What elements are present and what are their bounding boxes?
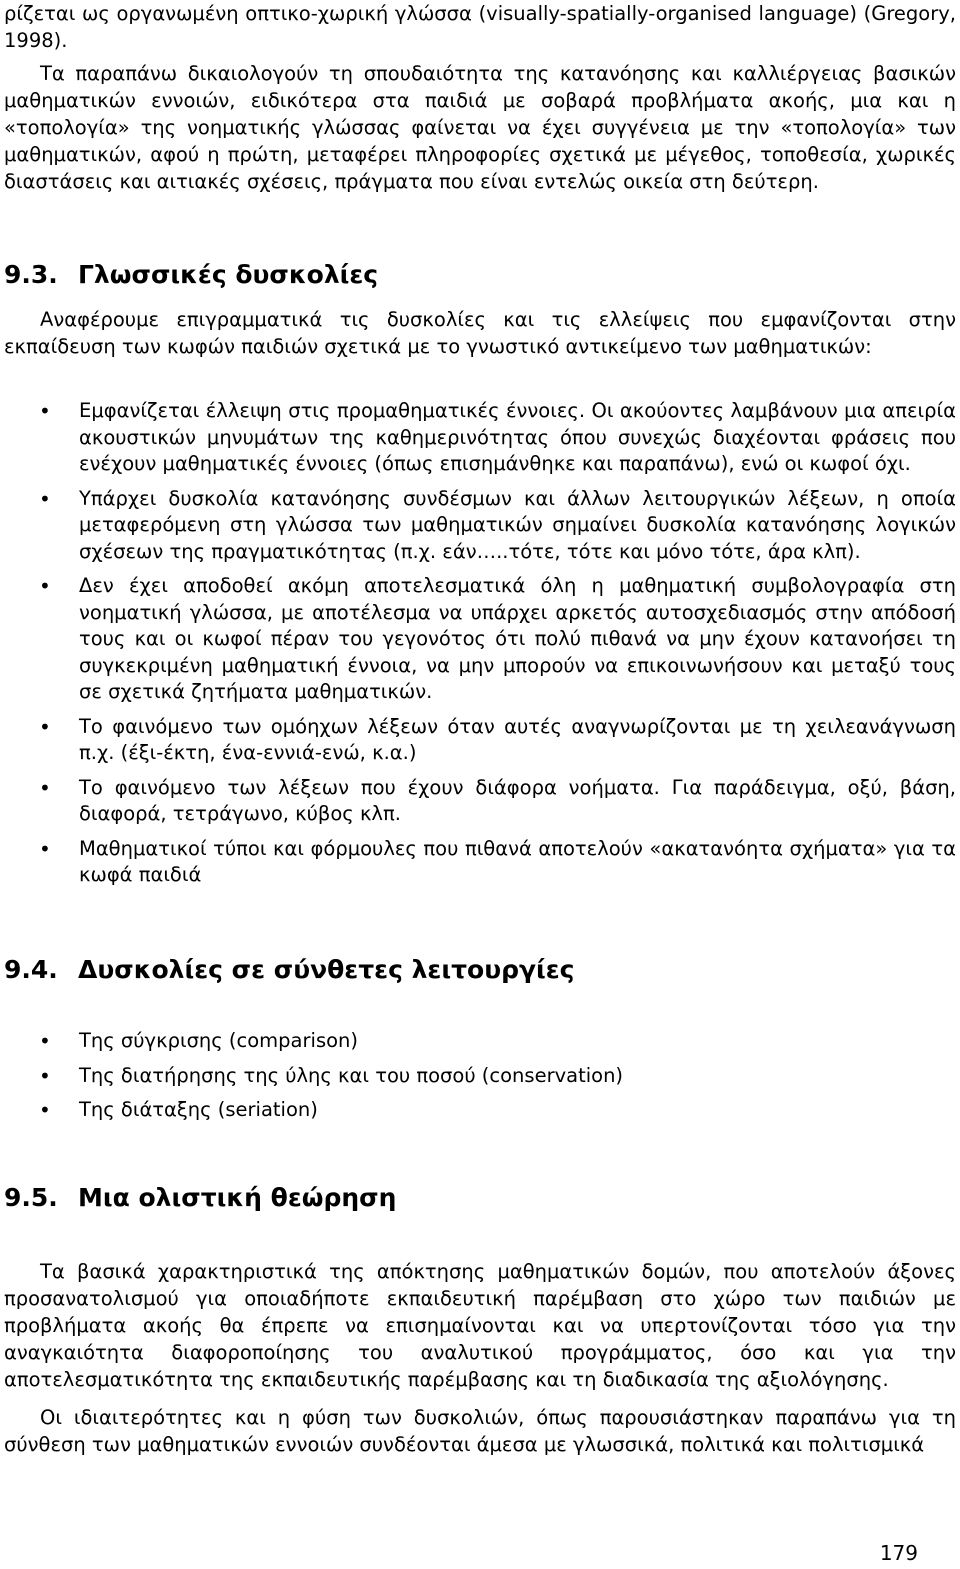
list-item: • Εμφανίζεται έλλειψη στις προμαθηματικές έννοιες. Οι ακούοντες λαμβάνουν μια απειρία ακουστικών μηνυμάτων της καθημερινότητας όπου συνεχώς διαχέονται φράσεις που ενέχουν μαθηματικές έννοιες (όπως επισημάνθηκε και παραπάνω), ενώ οι κωφοί όχι.: [0, 398, 956, 478]
holistic-paragraph-1: Τα βασικά χαρακτηριστικά της απόκτησης μαθηματικών δομών, που αποτελούν άξονες προσανατολισμού για οποιαδήποτε εκπαιδευτική παρέμβαση στο χώρο των παιδιών με προβλήματα ακοής θα έπρεπε να επισημαίνονται και να υπερτονίζονται τόσο για την αναγκαιότητα διαφοροποίησης του αναλυτικού προγράμματος, όσο και για την αποτελεσματικότητα της εκπαιδευτικής παρέμβασης και τη διαδικασία της αξιολόγησης.: [4, 1260, 956, 1391]
section-title: Δυσκολίες σε σύνθετες λειτουργίες: [78, 955, 575, 984]
intro-paragraph: ρίζεται ως οργανωμένη οπτικο-χωρική γλώσσα (visually-spatially-organised language) (Gregory, 1998).: [4, 2, 956, 52]
list-item: • Το φαινόμενο των λέξεων που έχουν διάφορα νοήματα. Για παράδειγμα, οξύ, βάση, διαφορά, τετράγωνο, κύβος κλπ.: [0, 775, 956, 828]
section-heading-9-5: [4, 1183, 396, 1212]
complex-functions-list: [0, 1028, 956, 1124]
holistic-paragraph-2: Οι ιδιαιτερότητες και η φύση των δυσκολιών, όπως παρουσιάστηκαν παραπάνω για τη σύνθεση των μαθηματικών εννοιών συνδέονται άμεσα με γλωσσικά, πολιτικά και πολιτισμικά: [4, 1406, 956, 1456]
list-item: • Μαθηματικοί τύποι και φόρμουλες που πιθανά αποτελούν «ακατανόητα σχήματα» για τα κωφά παιδιά: [0, 836, 956, 889]
list-item: • Δεν έχει αποδοθεί ακόμη αποτελεσματικά όλη η μαθηματική συμβολογραφία στη νοηματική γλώσσα, με αποτέλεσμα να υπάρχει αρκετός αυτοσχεδιασμός στην απόδοσή τους και οι κωφοί πέραν του γεγονότος ότι πολύ πιθανά να μην έχουν κατανοήσει τη συγκεκριμένη μαθηματική έννοια, να μην μπορούν να επικοινωνήσουν και μεταξύ τους σε σχετικά ζητήματα μαθηματικών.: [0, 573, 956, 706]
difficulties-list: [0, 398, 956, 889]
section-9-3-intro: Αναφέρουμε επιγραμματικά τις δυσκολίες και τις ελλείψεις που εμφανίζονται στην εκπαίδευση των κωφών παιδιών σχετικά με το γνωστικό αντικείμενο των μαθηματικών:: [4, 308, 956, 358]
section-heading-9-3: [4, 260, 378, 289]
section-number: 9.5.: [4, 1183, 58, 1212]
list-item: • Της σύγκρισης (comparison): [0, 1028, 956, 1055]
list-item: • Της διάταξης (seriation): [0, 1097, 956, 1124]
section-title: Γλωσσικές δυσκολίες: [78, 260, 379, 289]
list-item: • Της διατήρησης της ύλης και του ποσού (conservation): [0, 1063, 956, 1090]
section-number: 9.3.: [4, 260, 58, 289]
topology-paragraph: Τα παραπάνω δικαιολογούν τη σπουδαιότητα της κατανόησης και καλλιέργειας βασικών μαθηματικών εννοιών, ειδικότερα στα παιδιά με σοβαρά προβλήματα ακοής, μια και η «τοπολογία» της νοηματικής γλώσσας φαίνεται να έχει συγγένεια με την «τοπολογία» των μαθηματικών, αφού η πρώτη, μεταφέρει πληροφορίες σχετικά με μέγεθος, τοποθεσία, χωρικές διαστάσεις και αιτιακές σχέσεις, πράγματα που είναι εντελώς οικεία στη δεύτερη.: [4, 62, 956, 193]
section-title: Μια ολιστική θεώρηση: [78, 1183, 397, 1212]
section-number: 9.4.: [4, 955, 58, 984]
page-number: 179: [879, 1541, 918, 1565]
section-heading-9-4: [4, 955, 574, 984]
list-item: • Το φαινόμενο των ομόηχων λέξεων όταν αυτές αναγνωρίζονται με τη χειλεανάγνωση π.χ. (έξι-έκτη, ένα-εννιά-ενώ, κ.α.): [0, 714, 956, 767]
list-item: • Υπάρχει δυσκολία κατανόησης συνδέσμων και άλλων λειτουργικών λέξεων, η οποία μεταφερόμενη στη γλώσσα των μαθηματικών σημαίνει δυσκολία κατανόησης λογικών σχέσεων της πραγματικότητας (π.χ. εάν…..τότε, τότε και μόνο τότε, άρα κλπ).: [0, 486, 956, 566]
